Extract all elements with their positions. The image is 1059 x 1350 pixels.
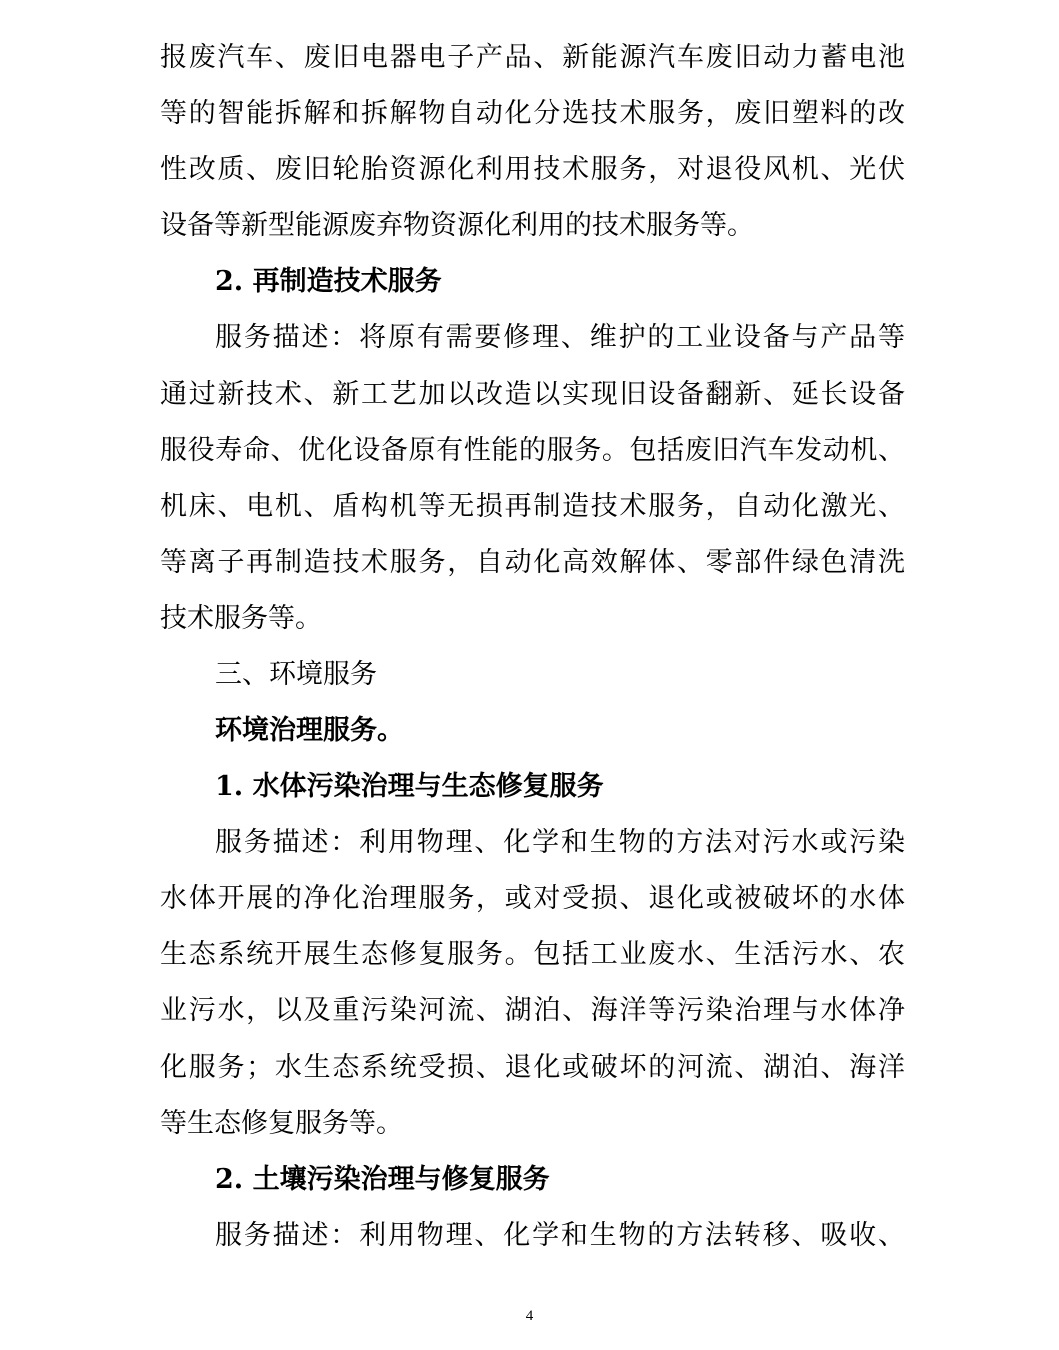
body-text-line: 服役寿命、优化设备原有性能的服务。包括废旧汽车发动机、 [160,435,905,466]
body-text-line: 服务描述：将原有需要修理、维护的工业设备与产品等 [215,322,905,353]
body-text-line: 等离子再制造技术服务，自动化高效解体、零部件绿色清洗 [160,547,905,578]
category-heading: 环境治理服务。 [215,715,404,746]
subsection-heading: 2. 土壤污染治理与修复服务 [215,1164,550,1195]
subsection-heading: 1. 水体污染治理与生态修复服务 [215,771,604,802]
body-text-line: 技术服务等。 [160,603,322,634]
section-heading: 三、环境服务 [215,659,377,690]
body-text-line: 服务描述：利用物理、化学和生物的方法转移、吸收、 [215,1220,905,1251]
body-text-line: 业污水，以及重污染河流、湖泊、海洋等污染治理与水体净 [160,995,905,1026]
body-text-line: 等的智能拆解和拆解物自动化分选技术服务，废旧塑料的改 [160,98,905,129]
body-text-line: 等生态修复服务等。 [160,1108,403,1139]
body-text-line: 水体开展的净化治理服务，或对受损、退化或被破坏的水体 [160,883,905,914]
body-text-line: 机床、电机、盾构机等无损再制造技术服务，自动化激光、 [160,491,905,522]
body-text-line: 生态系统开展生态修复服务。包括工业废水、生活污水、农 [160,939,905,970]
body-text-line: 报废汽车、废旧电器电子产品、新能源汽车废旧动力蓄电池 [160,42,905,73]
page-number: 4 [525,1308,534,1324]
subsection-heading: 2. 再制造技术服务 [215,266,442,297]
body-text-line: 服务描述：利用物理、化学和生物的方法对污水或污染 [215,827,905,858]
body-text-line: 设备等新型能源废弃物资源化利用的技术服务等。 [160,210,754,241]
body-text-line: 通过新技术、新工艺加以改造以实现旧设备翻新、延长设备 [160,379,905,410]
body-text-line: 化服务；水生态系统受损、退化或破坏的河流、湖泊、海洋 [160,1052,905,1083]
body-text-line: 性改质、废旧轮胎资源化利用技术服务，对退役风机、光伏 [160,154,905,185]
